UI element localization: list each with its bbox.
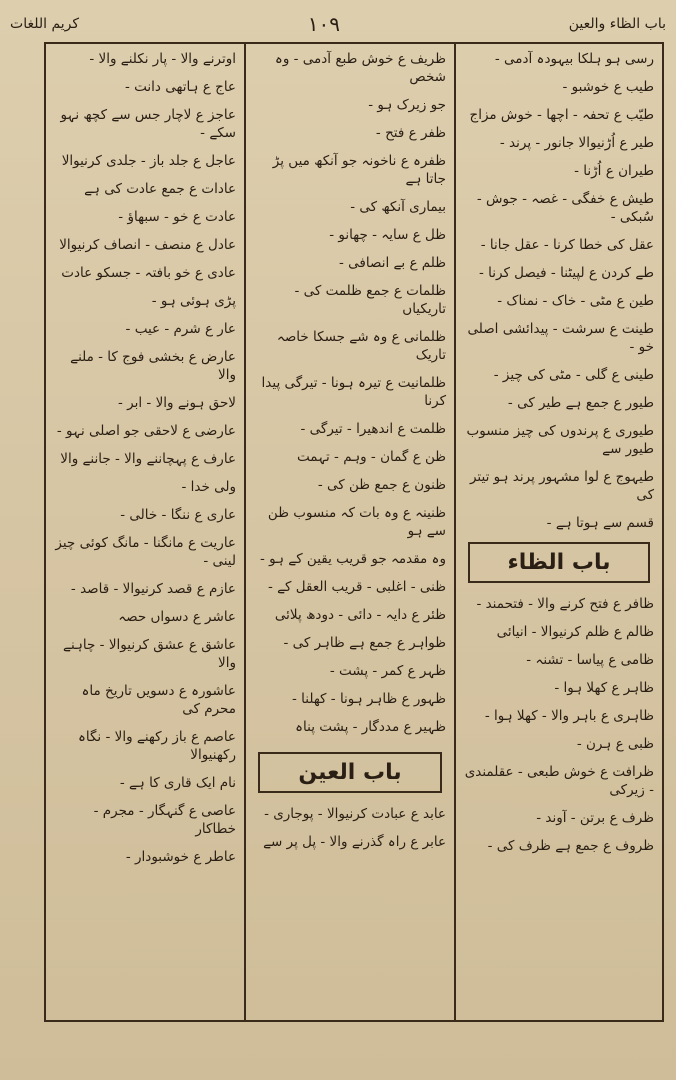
dictionary-entry: ظنون ع جمع ظن کی - <box>317 477 446 493</box>
dictionary-entry: عابر ع راہ گذرنے والا - پل پر سے <box>263 834 446 850</box>
dictionary-entry: عادی ع خو بافتہ - جسکو عادت <box>61 265 236 281</box>
dictionary-entry: ظرف ع برتن - آوند - <box>536 810 654 826</box>
dictionary-entry: عاج ع ہاتھی دانت - <box>124 79 236 95</box>
dictionary-entry: عاشق ع عشق کرنیوالا - چاہنے والا <box>63 637 236 671</box>
dictionary-entry: طیہوج ع لوا مشہور پرند ہو تیتر کی <box>469 469 654 503</box>
dictionary-entry: ظافر ع فتح کرنے والا - فتحمند - <box>476 596 654 612</box>
dictionary-entry: عاجز ع لاچار جس سے کچھ نہو سکے - <box>60 107 236 141</box>
dictionary-entry: عاریت ع مانگنا - مانگ کوئی چیز لینی - <box>55 535 236 569</box>
dictionary-entry: پڑی ہوئی ہو - <box>151 293 236 309</box>
header-title-right: باب الظاء والعین <box>568 16 666 32</box>
dictionary-entry: عاشر ع دسواں حصہ <box>118 609 236 625</box>
dictionary-entry: رسی ہو ہلکا بیہودہ آدمی - <box>494 51 654 67</box>
dictionary-entry: ظنی - اغلبی - قریب العقل کے - <box>267 579 446 595</box>
dictionary-entry: ظامی ع پیاسا - تشنہ - <box>526 652 654 668</box>
dictionary-entry: عاصم ع باز رکھنے والا - نگاہ رکھنیوالا <box>77 729 236 763</box>
left-entries <box>54 50 236 866</box>
middle-entries <box>254 50 446 736</box>
dictionary-entry: ظئر ع دایہ - دائی - دودھ پلائی <box>274 607 446 623</box>
dictionary-entry: عارضی ع لاحقی جو اصلی نہو - <box>56 423 236 439</box>
dictionary-entry: عاری ع ننگا - خالی - <box>120 507 236 523</box>
dictionary-entry: عارف ع پہچاننے والا - جاننے والا <box>60 451 236 467</box>
dictionary-entry: ظفر ع فتح - <box>375 125 446 141</box>
dictionary-entry: عاجل ع جلد باز - جلدی کرنیوالا <box>61 153 236 169</box>
dictionary-entry: ظرافت ع خوش طبعی - عقلمندی - زیرکی <box>464 764 654 798</box>
dictionary-entry: طینت ع سرشت - پیدائشی اصلی خو - <box>467 321 654 355</box>
dictionary-entry: طیور ع جمع ہے طیر کی - <box>507 395 654 411</box>
middle-column <box>244 44 454 1020</box>
right-entries <box>464 50 654 532</box>
dictionary-entry: طیب ع خوشبو - <box>562 79 654 95</box>
dictionary-entry: ظن ع گمان - وہم - تہمت <box>297 449 446 465</box>
dictionary-entry: ظالم ع ظلم کرنیوالا - انیائی <box>496 624 654 640</box>
dictionary-entry: ظاہر ع کھلا ہوا - <box>554 680 654 696</box>
right-column <box>454 44 662 1020</box>
dictionary-entry: جو زیرک ہو - <box>368 97 446 113</box>
dictionary-entry: عاطر ع خوشبودار - <box>125 849 236 865</box>
dictionary-entry: ظواہر ع جمع ہے ظاہر کی - <box>283 635 446 651</box>
dictionary-entry: ظہر ع کمر - پشت - <box>329 663 446 679</box>
page-header <box>10 4 666 44</box>
dictionary-entry: طیر ع اُڑنیوالا جانور - پرند - <box>499 135 654 151</box>
left-column <box>46 44 244 1020</box>
dictionary-entry: ظلمت ع اندھیرا - تیرگی - <box>300 421 446 437</box>
dictionary-entry: بیماری آنکھ کی - <box>350 199 446 215</box>
dictionary-entry: ظلمانیت ع تیرہ ہونا - تیرگی پیدا کرنا <box>261 375 446 409</box>
dictionary-entry: طینی ع گلی - مٹی کی چیز - <box>493 367 654 383</box>
right-entries-2 <box>464 595 654 855</box>
dictionary-entry: عادات ع جمع عادت کی ہے <box>84 181 236 197</box>
header-title-left: کریم اللغات <box>10 16 80 32</box>
dictionary-entry: طین ع مٹی - خاک - نمناک - <box>497 293 654 309</box>
dictionary-entry: ظہیر ع مددگار - پشت پناہ <box>295 719 446 735</box>
dictionary-entry: عار ع شرم - عیب - <box>125 321 236 337</box>
dictionary-entry: اوترنے والا - پار نکلنے والا - <box>89 51 236 67</box>
page-number: ۱۰۹ <box>307 12 340 36</box>
dictionary-entry: ظفرہ ع ناخونہ جو آنکھ میں پڑ جاتا ہے <box>272 153 446 187</box>
dictionary-entry: ظلم ع بے انصافی - <box>339 255 446 271</box>
dictionary-entry: ظہور ع ظاہر ہونا - کھلنا - <box>292 691 446 707</box>
dictionary-entry: لاحق ہونے والا - ابر - <box>118 395 236 411</box>
dictionary-entry: عاشورہ ع دسویں تاریخ ماہ محرم کی <box>81 683 236 717</box>
content-frame <box>44 42 664 1022</box>
dictionary-entry: نام ایک قاری کا ہے - <box>119 775 236 791</box>
dictionary-entry: عاصی ع گنہگار - مجرم - خطاکار <box>93 803 236 837</box>
dictionary-entry: ظنینہ ع وہ بات کہ منسوب ظن سے ہو <box>267 505 446 539</box>
dictionary-entry: طیران ع اُڑنا - <box>574 163 654 179</box>
dictionary-entry: عازم ع قصد کرنیوالا - قاصد - <box>70 581 236 597</box>
dictionary-entry: طیوری ع پرندوں کی چیز منسوب طیور سے <box>466 423 654 457</box>
dictionary-entry: عارض ع بخشی فوج کا - ملنے والا <box>70 349 236 383</box>
dictionary-entry: ظلمات ع جمع ظلمت کی - تاریکیاں <box>294 283 446 317</box>
dictionary-entry: طیّب ع تحفہ - اچھا - خوش مزاج <box>469 107 654 123</box>
dictionary-entry: ظل ع سایہ - چھانو - <box>329 227 446 243</box>
dictionary-entry: ظلمانی ع وہ شے جسکا خاصہ تاریک <box>276 329 446 363</box>
dictionary-entry: ظاہری ع باہر والا - کھلا ہوا - <box>484 708 654 724</box>
dictionary-entry: عابد ع عبادت کرنیوالا - پوجاری - <box>264 806 446 822</box>
middle-entries-2 <box>254 805 446 851</box>
dictionary-entry: عادت ع خو - سبھاؤ - <box>118 209 236 225</box>
dictionary-entry: قسم سے ہوتا ہے - <box>546 515 654 531</box>
dictionary-entry: طیش ع خفگی - غصہ - جوش - سُبکی - <box>476 191 654 225</box>
dictionary-entry: ولی خدا - <box>181 479 236 495</box>
section-heading-ain: باب العین <box>258 752 442 793</box>
dictionary-entry: ظبی ع ہرن - <box>576 736 654 752</box>
dictionary-entry: طے کردن ع لپیٹنا - فیصل کرنا - <box>478 265 654 281</box>
dictionary-entry: ظریف ع خوش طبع آدمی - وہ شخص <box>274 51 446 85</box>
dictionary-entry: عقل کی خطا کرنا - عقل جانا - <box>480 237 654 253</box>
dictionary-entry: ظروف ع جمع ہے ظرف کی - <box>487 838 654 854</box>
section-heading-zaa: باب الظاء <box>468 542 650 583</box>
dictionary-entry: وہ مقدمہ جو قریب یقین کے ہو - <box>259 551 446 567</box>
dictionary-entry: عادل ع منصف - انصاف کرنیوالا <box>59 237 236 253</box>
